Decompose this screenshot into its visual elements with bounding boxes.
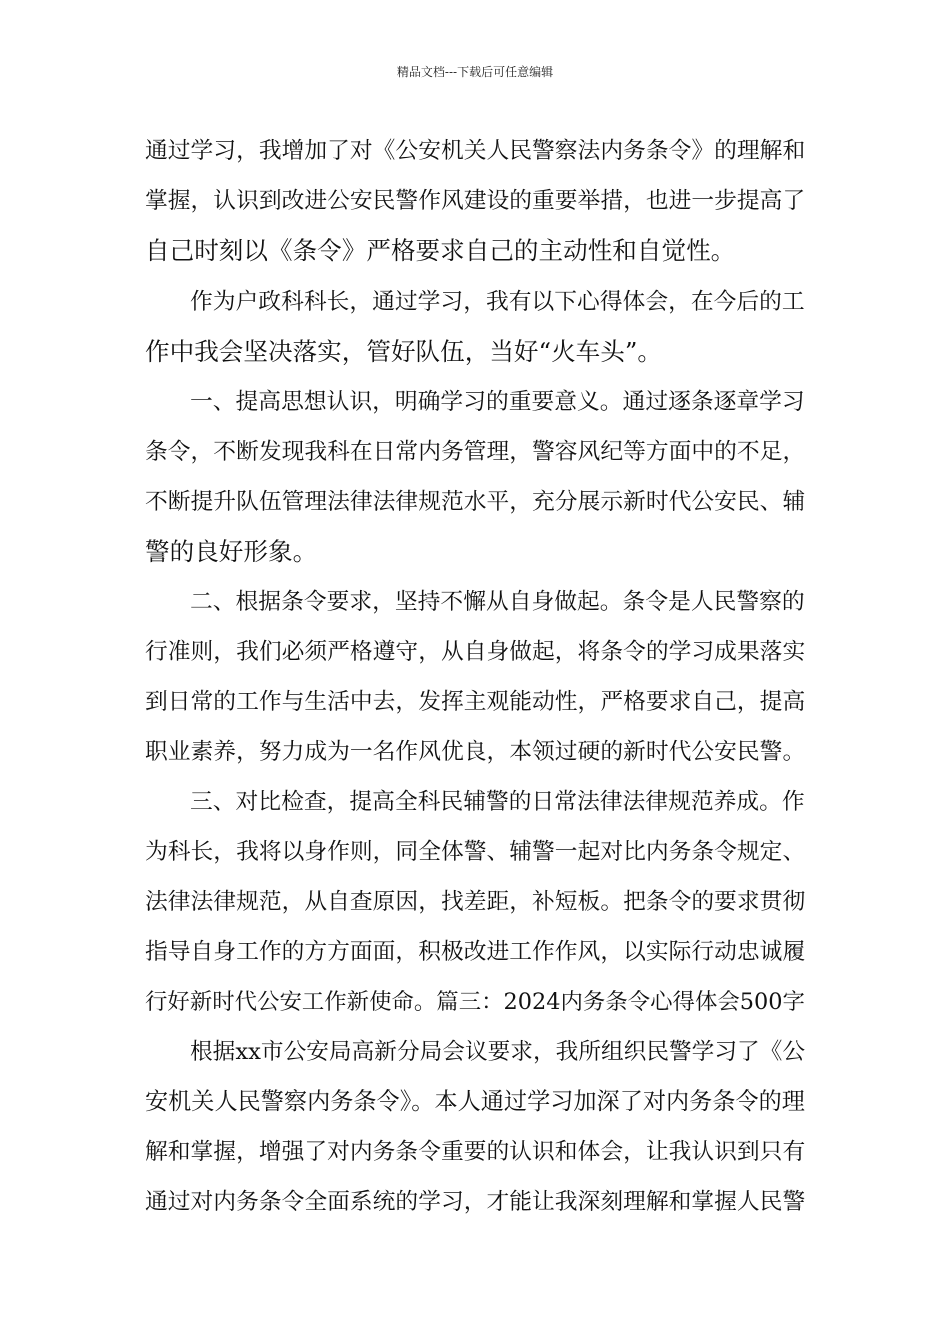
text-line: 法律法律规范，从自查原因，找差距，补短板。把条令的要求贯彻 [145, 889, 806, 915]
text-line: 指导自身工作的方方面面，积极改进工作作风，以实际行动忠诚履 [145, 939, 806, 965]
text-line: 一、提高思想认识，明确学习的重要意义。通过逐条逐章学习 [190, 389, 805, 415]
text-line: 通过学习，我增加了对《公安机关人民警察法内务条令》的理解和 [145, 138, 806, 164]
text-line: 到日常的工作与生活中去，发挥主观能动性，严格要求自己，提高 [145, 689, 806, 715]
text-line: 通过对内务条令全面系统的学习，才能让我深刻理解和掌握人民警 [145, 1189, 806, 1215]
text-line: 条令，不断发现我科在日常内务管理，警容风纪等方面中的不足， [145, 439, 806, 465]
text-line: 二、根据条令要求，坚持不懈从自身做起。条令是人民警察的 [190, 589, 805, 615]
text-line: 自己时刻以《条令》严格要求自己的主动性和自觉性。 [145, 236, 736, 265]
text-line: 职业素养，努力成为一名作风优良，本领过硬的新时代公安民警。 [145, 739, 806, 765]
text-line: 行准则，我们必须严格遵守，从自身做起，将条令的学习成果落实 [145, 639, 806, 665]
text-line: 安机关人民警察内务条令》。本人通过学习加深了对内务条令的理 [145, 1089, 805, 1115]
text-line: 三、对比检查，提高全科民辅警的日常法律法律规范养成。作 [190, 789, 805, 815]
text-line: 掌握，认识到改进公安民警作风建设的重要举措，也进一步提高了 [145, 188, 806, 214]
text-line: 行好新时代公安工作新使命。篇三：2024内务条令心得体会500字 [145, 989, 805, 1015]
page-header: 精品文档---下载后可任意编辑 [396, 65, 554, 79]
text-line: 解和掌握，增强了对内务条令重要的认识和体会，让我认识到只有 [145, 1139, 806, 1165]
text-line: 为科长，我将以身作则，同全体警、辅警一起对比内务条令规定、 [145, 839, 806, 865]
text-line: 作中我会坚决落实，管好队伍，当好“火车头”。 [145, 337, 663, 366]
text-line: 警的良好形象。 [145, 537, 318, 566]
text-line: 作为户政科科长，通过学习，我有以下心得体会，在今后的工 [190, 289, 805, 315]
text-line: 不断提升队伍管理法律法律规范水平，充分展示新时代公安民、辅 [145, 489, 806, 515]
text-line: 根据xx市公安局高新分局会议要求，我所组织民警学习了《公 [190, 1039, 806, 1065]
